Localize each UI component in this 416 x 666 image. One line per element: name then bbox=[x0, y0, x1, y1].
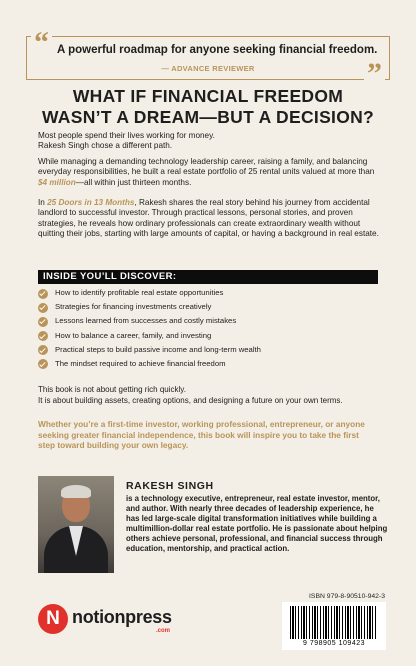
review-quote-text: A powerful roadmap for anyone seeking financial freedom. bbox=[57, 44, 378, 56]
discover-list bbox=[38, 286, 383, 371]
closing-line-1: This book is not about getting rich quickly. bbox=[38, 385, 186, 394]
list-item bbox=[38, 286, 383, 300]
publisher-logo-mark: N bbox=[46, 608, 60, 629]
author-bio: is a technology executive, entrepreneur, real estate investor, mentor, and author. With nearly three decades of leadership experience, he has led large-scale digital transformation initiatives while building a multimillion-dollar real estate portfolio. He is passionate about helping others achieve personal, professional, and financial success through education, mentorship, and practical action. bbox=[126, 494, 388, 553]
list-item bbox=[38, 343, 383, 357]
intro-line-2: Rakesh Singh chose a different path. bbox=[38, 141, 173, 151]
publisher-name: notionpress bbox=[72, 607, 172, 627]
check-circle-icon bbox=[38, 289, 48, 299]
author-name: RAKESH SINGH bbox=[126, 480, 214, 492]
discover-heading: INSIDE YOU’LL DISCOVER: bbox=[38, 270, 378, 284]
closing-paragraph bbox=[38, 385, 383, 406]
list-item-text: Strategies for financing investments creatively bbox=[55, 302, 212, 312]
intro-paragraph bbox=[38, 131, 383, 152]
book-summary-paragraph bbox=[38, 198, 383, 239]
author-photo bbox=[38, 476, 114, 573]
review-quote-box bbox=[26, 26, 390, 90]
check-circle-icon bbox=[38, 331, 48, 341]
publisher-suffix: .com bbox=[156, 628, 171, 634]
barcode-icon bbox=[290, 606, 378, 639]
check-circle-icon bbox=[38, 317, 48, 327]
open-quote-icon: “ bbox=[31, 28, 52, 58]
list-item bbox=[38, 329, 383, 343]
list-item bbox=[38, 357, 383, 371]
check-circle-icon bbox=[38, 345, 48, 355]
list-item-text: How to balance a career, family, and investing bbox=[55, 330, 212, 340]
list-item bbox=[38, 314, 383, 328]
close-quote-icon: ” bbox=[364, 59, 385, 89]
check-circle-icon bbox=[38, 359, 48, 369]
barcode-digits: 9 798905 109423 bbox=[303, 640, 365, 647]
headline-line-1: WHAT IF FINANCIAL FREEDOM bbox=[72, 86, 344, 106]
summary-prefix: In bbox=[38, 198, 48, 207]
career-paragraph bbox=[38, 157, 383, 188]
review-attribution: — ADVANCE REVIEWER bbox=[161, 64, 255, 73]
portfolio-value-highlight: $4 million bbox=[38, 177, 76, 187]
check-circle-icon bbox=[38, 303, 48, 313]
headline bbox=[0, 86, 416, 128]
list-item-text: Lessons learned from successes and costly mistakes bbox=[55, 316, 237, 326]
career-text-after: —all within just thirteen months. bbox=[75, 177, 192, 187]
career-text-before: While managing a demanding technology leadership career, raising a family, and balancing everyday responsibilities, he built a real estate portfolio of 25 rental units valued at more than bbox=[38, 157, 375, 177]
list-item-text: The mindset required to achieve financial freedom bbox=[55, 358, 226, 368]
closing-line-2: It is about building assets, creating options, and designing a future on your own terms. bbox=[38, 395, 343, 405]
list-item-text: Practical steps to build passive income and long-term wealth bbox=[55, 344, 261, 354]
isbn-barcode bbox=[282, 602, 386, 650]
callout-paragraph: Whether you’re a first-time investor, working professional, entrepreneur, or anyone seeking greater financial independence, this book will inspire you to take the first step toward building your own legacy. bbox=[38, 419, 365, 450]
book-title-highlight: 25 Doors in 13 Months bbox=[47, 198, 135, 207]
summary-text: , Rakesh shares the real story behind his journey from accidental landlord to successful investor. Through practical lessons, personal stories, and proven strategies, he reveals how ordinary professionals can create extraordinary wealth without quitting their jobs, starting with large amounts of capital, or having a background in real estate. bbox=[38, 198, 379, 238]
intro-line-1: Most people spend their lives working for money. bbox=[38, 131, 215, 140]
list-item-text: How to identify profitable real estate opportunities bbox=[55, 288, 224, 297]
isbn-label: ISBN 979-8-90510-942-3 bbox=[309, 593, 385, 600]
list-item bbox=[38, 300, 383, 314]
headline-line-2: WASN’T A DREAM—BUT A DECISION? bbox=[41, 107, 375, 127]
